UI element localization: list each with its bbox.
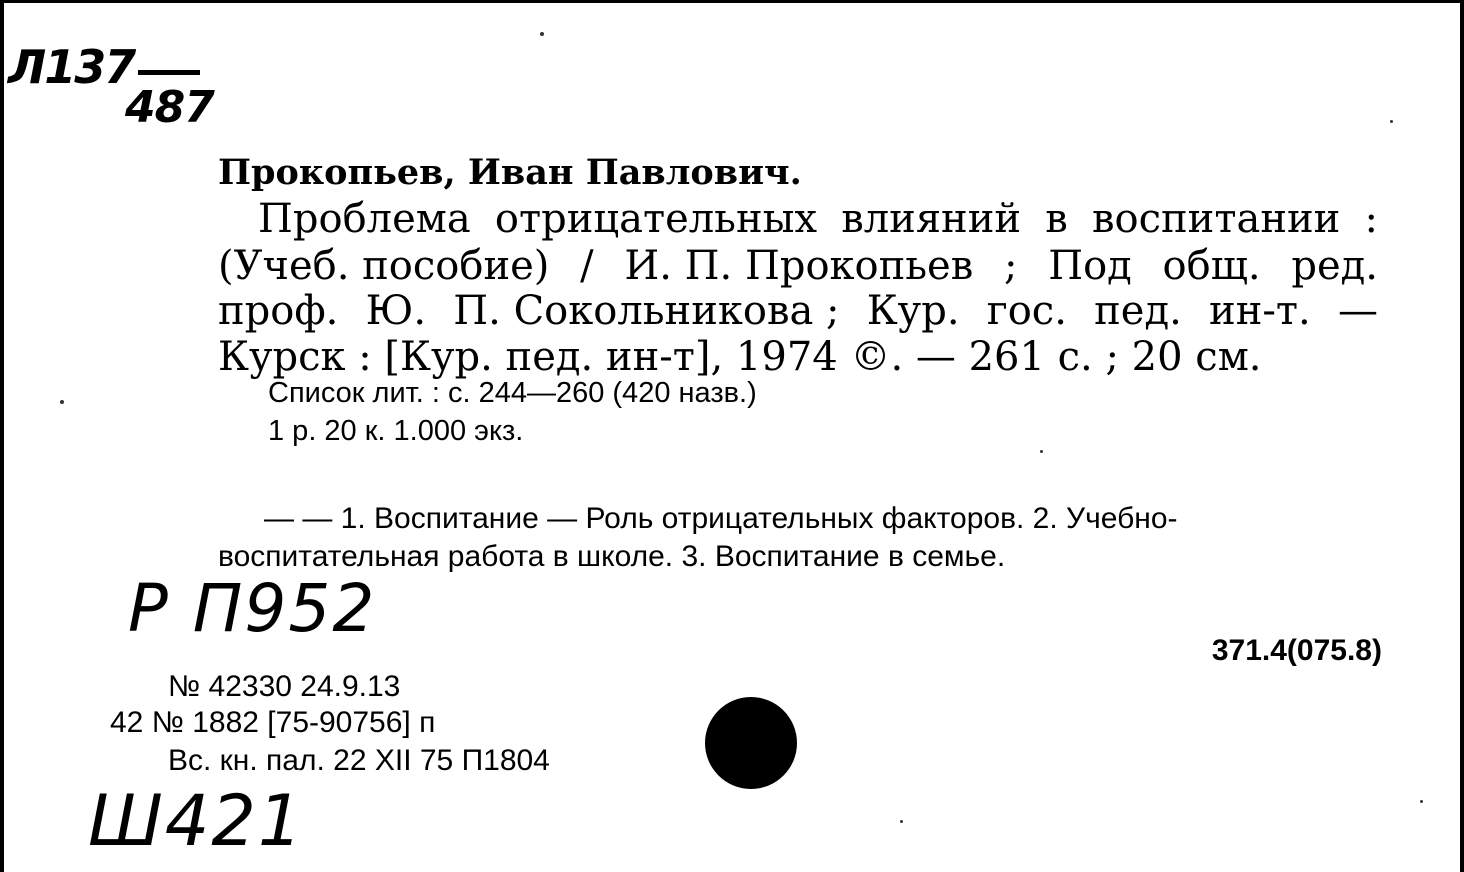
body-word: пед. [1094, 288, 1182, 334]
body-word: влияний [841, 196, 1022, 242]
author-heading: Прокопьев, Иван Павлович. [218, 152, 802, 193]
scan-speck [1420, 800, 1423, 803]
udc-classification: 371.4(075.8) [1211, 634, 1382, 667]
accession-line-3: Вс. кн. пал. 22 XII 75 П1804 [168, 744, 550, 777]
body-word: Кур. [866, 288, 960, 334]
card-punch-hole [705, 697, 797, 789]
call-number-divider [138, 70, 200, 75]
scan-speck [1040, 450, 1043, 453]
body-word: / [580, 243, 594, 289]
body-word: Проблема [258, 196, 471, 242]
call-number-bottom: 487 [125, 82, 214, 133]
accession-line-1: № 42330 24.9.13 [168, 670, 401, 703]
body-word: И. П. Прокопьев [624, 243, 974, 289]
subject-line-1: — — 1. Воспитание — Роль отрицательных факторов. 2. Учебно- [264, 502, 1178, 535]
price-run-note: 1 р. 20 к. 1.000 экз. [268, 415, 524, 447]
title-line-2 [218, 243, 1378, 289]
body-word: (Учеб. пособие) [218, 243, 550, 289]
scan-speck [900, 820, 903, 823]
body-word: гос. [986, 288, 1067, 334]
imprint-line: Курск : [Кур. пед. ин-т], 1974 ©. — 261 с. ; 20 см. [218, 334, 1262, 380]
notes-block [268, 374, 757, 450]
scan-speck [60, 400, 64, 404]
body-word: проф. [218, 288, 339, 334]
scan-speck [1390, 120, 1393, 123]
card-edge-left [0, 0, 4, 872]
body-word: П. Сокольникова ; [453, 288, 840, 334]
body-word: ред. [1291, 243, 1378, 289]
body-word: ; [1003, 243, 1018, 289]
body-word: — [1337, 288, 1378, 334]
accession-line-2: 42 № 1882 [75-90756] п [110, 706, 436, 739]
title-line-1 [258, 196, 1378, 242]
subject-headings [218, 500, 1178, 576]
body-word: в [1045, 196, 1068, 242]
handwritten-shelf-mark: Р П952 [128, 570, 377, 647]
body-word: Под [1048, 243, 1132, 289]
title-line-3 [218, 288, 1378, 334]
bibliography-note: Список лит. : с. 244—260 (420 назв.) [268, 377, 757, 409]
body-word: отрицательных [494, 196, 818, 242]
body-word: : [1364, 196, 1378, 242]
body-word: Ю. [365, 288, 427, 334]
body-word: воспитании [1092, 196, 1341, 242]
scan-speck [540, 32, 544, 36]
subject-line-2: воспитательная работа в школе. 3. Воспитание в семье. [218, 540, 1006, 573]
body-word: общ. [1162, 243, 1261, 289]
card-edge-top [0, 0, 1464, 3]
body-word: ин-т. [1209, 288, 1311, 334]
call-number-top: Л137 [8, 40, 135, 94]
handwritten-inventory-mark: Ш421 [88, 780, 305, 862]
card-edge-right [1460, 0, 1464, 872]
